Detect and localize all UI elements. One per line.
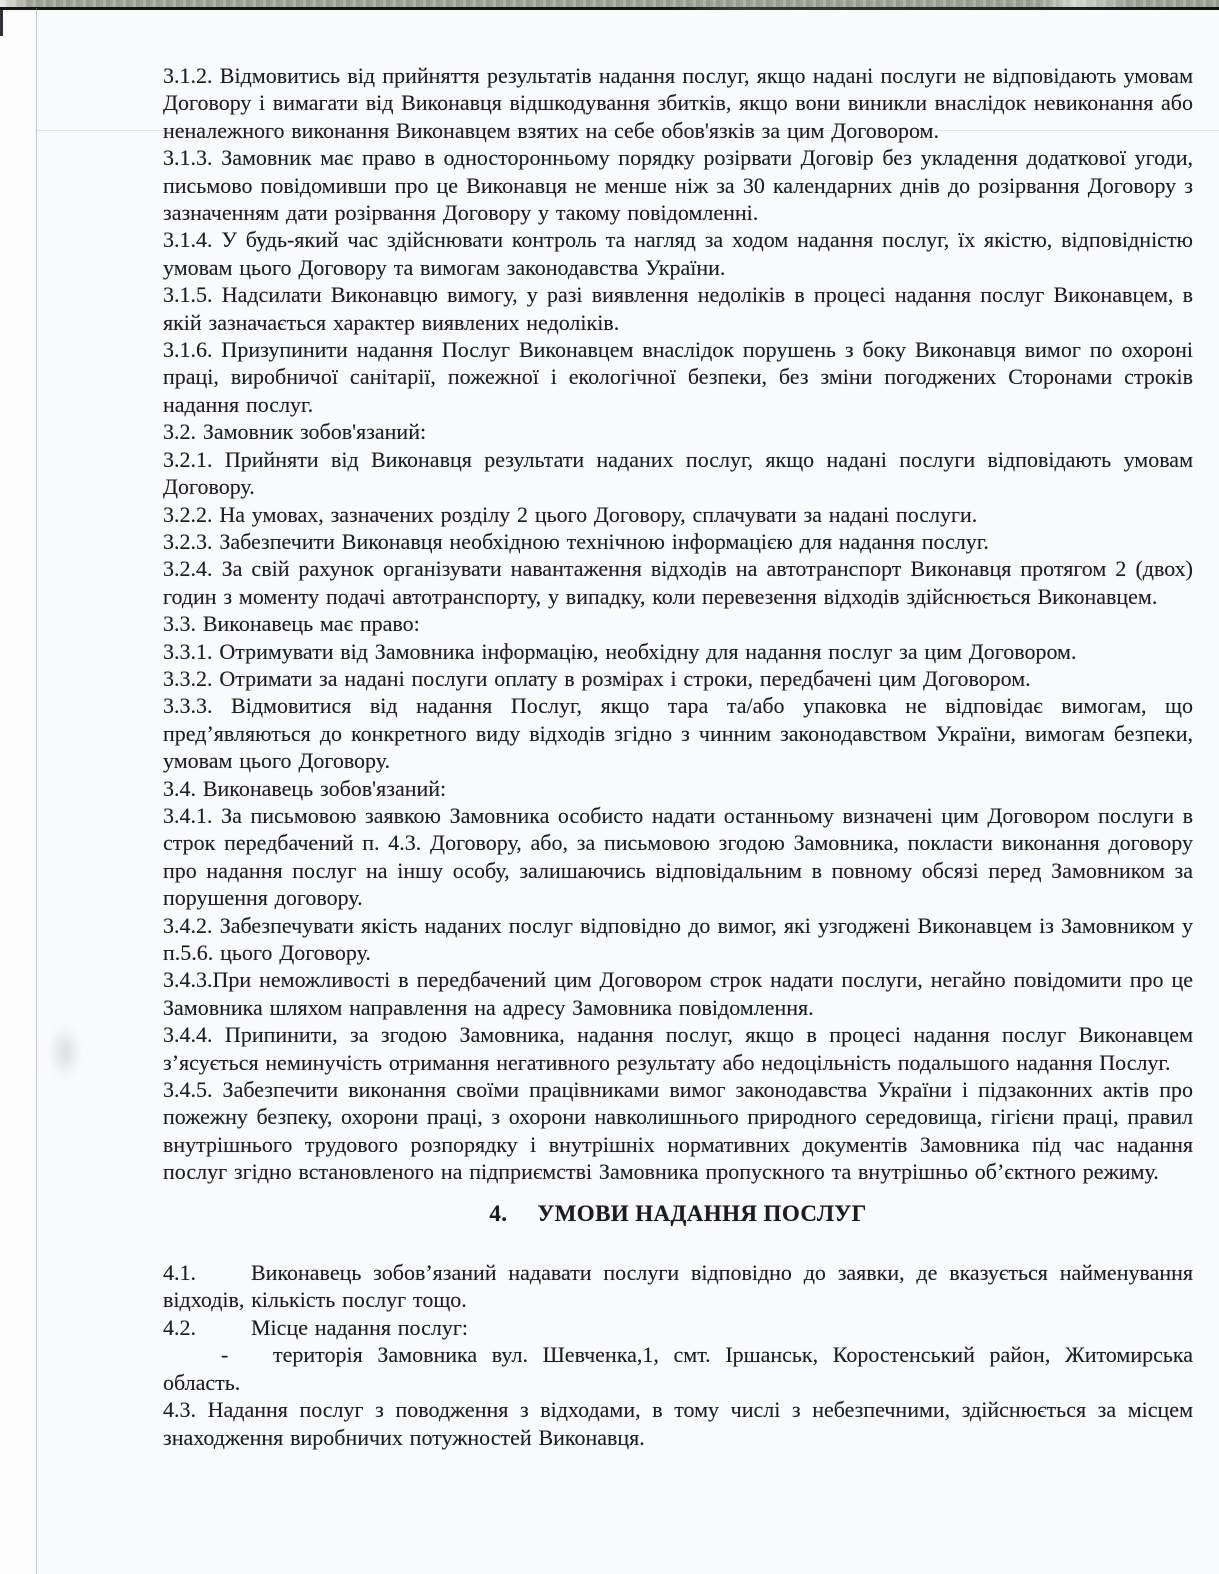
clause-4-2-number: 4.2.: [163, 1314, 196, 1340]
clause-4-3: 4.3. Надання послуг з поводження з відходами, в тому числі з небезпечними, здійснюється за місцем знаходження виробничих потужностей Виконавця.: [163, 1397, 1193, 1450]
clause-4-2-list-item: [163, 1341, 1193, 1396]
clause-3-4-5: 3.4.5. Забезпечити виконання своїми працівниками вимог законодавства України і підзаконних актів про пожежну безпеку, охорони праці, з охорони навколишнього природного середовища, гігієни праці, правил внутрішнього трудового розпорядку і внутрішніх нормативних документів Замовника під час надання послуг згідно встановленого на підприємстві Замовника пропускного та внутрішньо об’єктного режиму.: [163, 1077, 1193, 1185]
clause-3-4-3: 3.4.3.При неможливості в передбачений цим Договором строк надати послуги, негайно повідомити про це Замовника шляхом направлення на адресу Замовника повідомлення.: [163, 967, 1193, 1020]
clause-3-1-3: 3.1.3. Замовник має право в односторонньому порядку розірвати Договір без укладення додаткової угоди, письмово повідомивши про це Виконавця не менше ніж за 30 календарних днів до розірвання Договору з зазначенням дати розірвання Договору у такому повідомленні.: [163, 145, 1193, 226]
clause-3-2-1: 3.2.1. Прийняти від Виконавця результати наданих послуг, якщо надані послуги відповідають умовам Договору.: [163, 446, 1193, 500]
clause-3-3: 3.3. Виконавець має право:: [163, 611, 420, 637]
list-dash: -: [221, 1342, 229, 1368]
clause-3-2-3: 3.2.3. Забезпечити Виконавця необхідною технічною інформацією для надання послуг.: [163, 528, 989, 554]
clause-3-4-2: 3.4.2. Забезпечувати якість наданих послуг відповідно до вимог, які узгоджені Виконавцем із Замовником у п.5.6. цього Договору.: [163, 912, 1193, 965]
section-4-number: 4.: [489, 1200, 508, 1226]
clause-3-1-6: 3.1.6. Призупинити надання Послуг Виконавцем внаслідок порушень з боку Виконавця вимог по охороні праці, виробничої санітарії, пожежної і екологічної безпеки, без зміни погоджених Сторонами строків надання послуг.: [163, 337, 1193, 417]
section-4-heading: [163, 1200, 1193, 1227]
clause-4-2: [163, 1314, 1193, 1341]
clause-4-2-list-item-text: територія Замовника вул. Шевченка,1, смт. Іршанськ, Коростенський район, Житомирська область.: [163, 1342, 1193, 1395]
clause-3-3-1: 3.3.1. Отримувати від Замовника інформацію, необхідну для надання послуг за цим Договором.: [163, 638, 1077, 664]
clause-4-2-text: Місце надання послуг:: [251, 1314, 468, 1340]
clause-3-2-4: 3.2.4. За свій рахунок організувати навантаження відходів на автотранспорт Виконавця протягом 2 (двох) годин з моменту подачі автотранспорту, у випадку, коли перевезення відходів здійснюється Виконавцем.: [163, 556, 1193, 609]
clause-4-1: [163, 1259, 1193, 1314]
clause-3-3-2: 3.3.2. Отримати за надані послуги оплату в розмірах і строки, передбачені цим Договором.: [163, 665, 1031, 691]
clause-3-2: 3.2. Замовник зобов'язаний:: [163, 419, 427, 445]
clause-3-1-2: 3.1.2. Відмовитись від прийняття результатів надання послуг, якщо надані послуги не відповідають умовам Договору і вимагати від Виконавця відшкодування збитків, якщо вони виникли внаслідок невиконання або неналежного виконання Виконавцем взятих на себе обов'язків за цим Договором.: [163, 63, 1193, 143]
clause-3-1-5: 3.1.5. Надсилати Виконавцю вимогу, у разі виявлення недоліків в процесі надання послуг Виконавцем, в якій зазначається характер виявлених недоліків.: [163, 282, 1193, 335]
clause-3-4: 3.4. Виконавець зобов'язаний:: [163, 775, 447, 801]
clause-3-2-2: 3.2.2. На умовах, зазначених розділу 2 цього Договору, сплачувати за надані послуги.: [163, 501, 978, 527]
clause-4-1-number: 4.1.: [163, 1260, 196, 1286]
clause-3-3-3: 3.3.3. Відмовитися від надання Послуг, якщо тара та/або упаковка не відповідає вимогам, що пред’являються до конкретного виду відходів згідно з чинним законодавством України, вимогам безпеки, умовам цього Договору.: [163, 693, 1193, 774]
clause-3-4-4: 3.4.4. Припинити, за згодою Замовника, надання послуг, якщо в процесі надання послуг Виконавцем з’ясується неминучість отримання негативного результату або недоцільність подальшого надання Послуг.: [163, 1022, 1193, 1075]
clause-4-1-text: Виконавець зобов’язаний надавати послуги відповідно до заявки, де вказується найменування відходів, кількість послуг тощо.: [163, 1260, 1193, 1313]
clause-3-4-1: 3.4.1. За письмовою заявкою Замовника особисто надати останньому визначені цим Договором послуги в строк передбачений п. 4.3. Договору, або, за письмовою згодою Замовника, покласти виконання договору про надання послуг на іншу особу, залишаючись відповідальним в повному обсязі перед Замовником за порушення договору.: [163, 802, 1193, 911]
section-4-title: УМОВИ НАДАННЯ ПОСЛУГ: [537, 1200, 867, 1226]
clause-3-1-4: 3.1.4. У будь-який час здійснювати контроль та нагляд за ходом надання послуг, їх якістю, відповідністю умовам цього Договору та вимогам законодавства України.: [163, 227, 1193, 280]
